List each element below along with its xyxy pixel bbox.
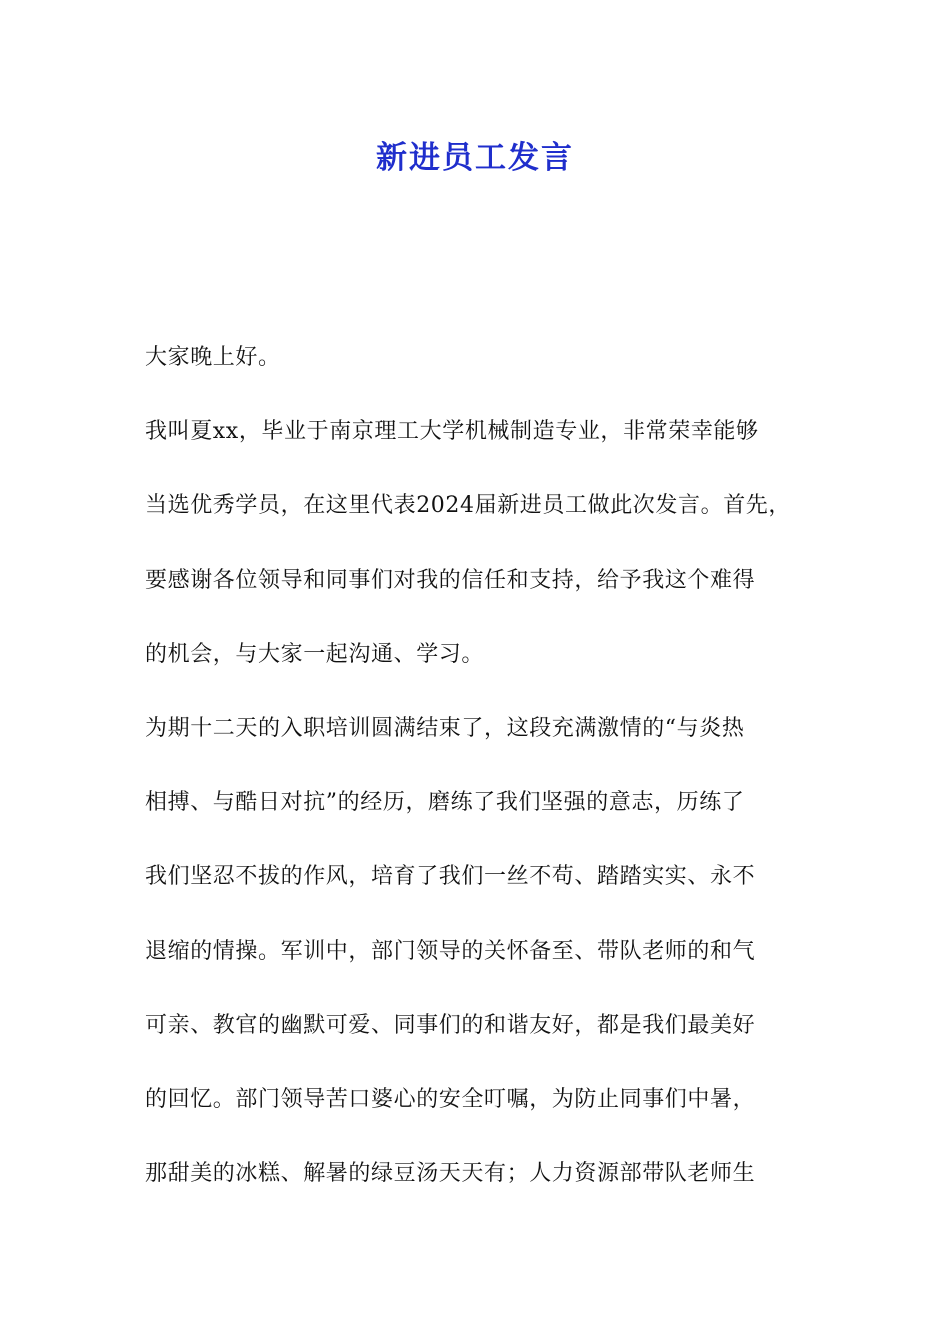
body-line: 退缩的情操。军训中，部门领导的关怀备至、带队老师的和气	[145, 938, 756, 964]
body-line: 那甜美的冰糕、解暑的绿豆汤天天有；人力资源部带队老师生	[145, 1161, 756, 1187]
body-line: 我叫夏xx，毕业于南京理工大学机械制造专业，非常荣幸能够	[145, 419, 759, 445]
body-line: 为期十二天的入职培训圆满结束了，这段充满激情的“与炎热	[145, 715, 745, 741]
body-line: 的回忆。部门领导苦口婆心的安全叮嘱，为防止同事们中暑，	[145, 1086, 756, 1112]
body-line: 当选优秀学员，在这里代表2024届新进员工做此次发言。首先，	[145, 493, 791, 519]
body-line: 可亲、教官的幽默可爱、同事们的和谐友好，都是我们最美好	[145, 1012, 756, 1038]
body-line: 相搏、与酷日对抗”的经历，磨练了我们坚强的意志，历练了	[145, 790, 745, 816]
body-line: 我们坚忍不拔的作风，培育了我们一丝不苟、踏踏实实、永不	[145, 864, 756, 890]
body-line: 要感谢各位领导和同事们对我的信任和支持，给予我这个难得	[145, 567, 756, 593]
document-title: 新进员工发言	[376, 140, 574, 176]
document-body	[145, 338, 835, 1228]
body-line-greeting: 大家晚上好。	[145, 345, 281, 370]
body-line: 的机会，与大家一起沟通、学习。	[145, 641, 485, 667]
